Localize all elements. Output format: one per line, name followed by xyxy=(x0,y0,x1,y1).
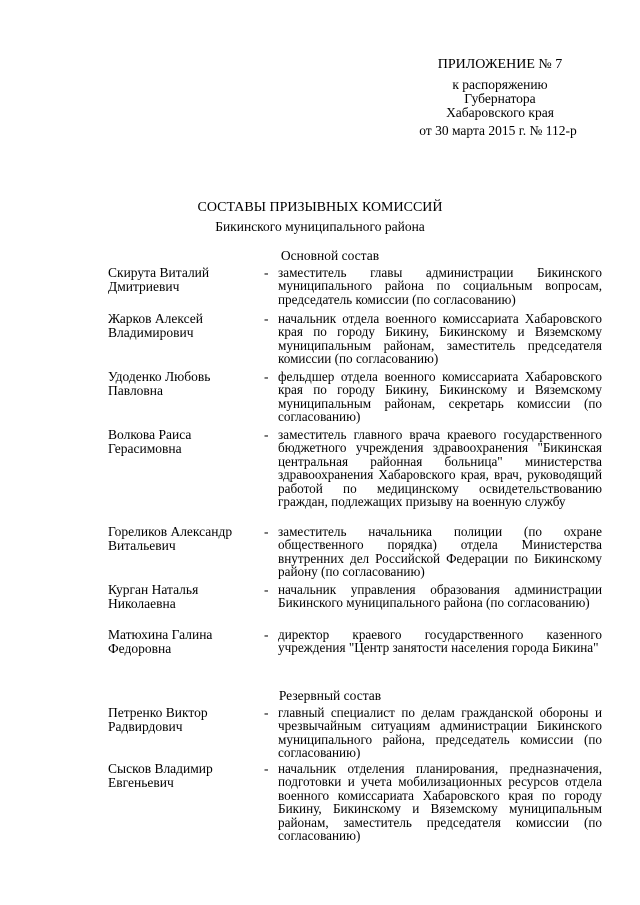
member-dash: - xyxy=(264,524,269,539)
member-role: начальник отдела военного комиссариата Хабаровского края по городу Бикину, Бикинскому и Вяземскому муниципальным районам, заместитель председателя комиссии (по согласованию) xyxy=(278,311,602,367)
member-dash: - xyxy=(264,761,269,776)
member-dash: - xyxy=(264,582,269,597)
member-name: Скирута Виталий Дмитриевич xyxy=(108,265,210,294)
member-role: заместитель главы администрации Бикинского муниципального района по социальным вопросам, председатель комиссии (по согласованию) xyxy=(278,265,602,307)
member-dash: - xyxy=(264,705,269,720)
member-role: директор краевого государственного казенного учреждения "Центр занятости населения города Бикина" xyxy=(278,627,602,656)
appendix-date: от 30 марта 2015 г. № 112-р xyxy=(419,123,577,138)
appendix-line-3: Хабаровского края xyxy=(446,105,554,120)
member-name: Матюхина Галина Федоровна xyxy=(108,627,213,656)
appendix-line-1: к распоряжению xyxy=(452,77,548,92)
member-name: Волкова Раиса Герасимовна xyxy=(108,427,192,456)
member-role: начальник управления образования администрации Бикинского муниципального района (по согласованию) xyxy=(278,582,602,611)
appendix-line-2: Губернатора xyxy=(464,91,536,106)
member-name: Петренко Виктор Радвирдович xyxy=(108,705,208,734)
member-role: заместитель главного врача краевого государственного бюджетного учреждения здравоохранения "Бикинская центральная районная больница" министерства здравоохранения Хабаровского края, врач, руководящий работой по медицинскому освидетельствованию граждан, подлежащих призыву на военную службу xyxy=(278,427,602,510)
appendix-block xyxy=(405,57,595,138)
member-dash: - xyxy=(264,369,269,384)
page-title: СОСТАВЫ ПРИЗЫВНЫХ КОМИССИЙ xyxy=(197,200,443,215)
member-name: Гореликов Александр Витальевич xyxy=(108,524,233,553)
member-name: Курган Наталья Николаевна xyxy=(108,582,199,611)
member-role: фельдшер отдела военного комиссариата Хабаровского края по городу Бикину, Бикинскому и Вяземскому муниципальным районам, секретарь комиссии (по согласованию) xyxy=(278,369,602,425)
section-heading-reserve: Резервный состав xyxy=(278,688,382,703)
member-dash: - xyxy=(264,627,269,642)
member-role: главный специалист по делам гражданской обороны и чрезвычайным ситуациям администрации Бикинского муниципального района, председатель комиссии (по согласованию) xyxy=(278,705,602,761)
section-heading-main: Основной состав xyxy=(280,248,380,263)
member-name: Жарков Алексей Владимирович xyxy=(108,311,203,340)
member-dash: - xyxy=(264,311,269,326)
member-dash: - xyxy=(264,265,269,280)
appendix-title: ПРИЛОЖЕНИЕ № 7 xyxy=(437,57,563,72)
member-role: заместитель начальника полиции (по охране общественного порядка) отдела Министерства внутренних дел Российской Федерации по Бикинскому району (по согласованию) xyxy=(278,524,602,580)
member-name: Удоденко Любовь Павловна xyxy=(108,369,211,398)
member-role: начальник отделения планирования, предназначения, подготовки и учета мобилизационных ресурсов отдела военного комиссариата Хабаровского края по городу Бикину, Бикинскому и Вяземскому муниципальным районам, заместитель председателя комиссии (по согласованию) xyxy=(278,761,602,844)
member-name: Сысков Владимир Евгеньевич xyxy=(108,761,213,790)
page-subtitle: Бикинского муниципального района xyxy=(215,219,425,234)
member-dash: - xyxy=(264,427,269,442)
